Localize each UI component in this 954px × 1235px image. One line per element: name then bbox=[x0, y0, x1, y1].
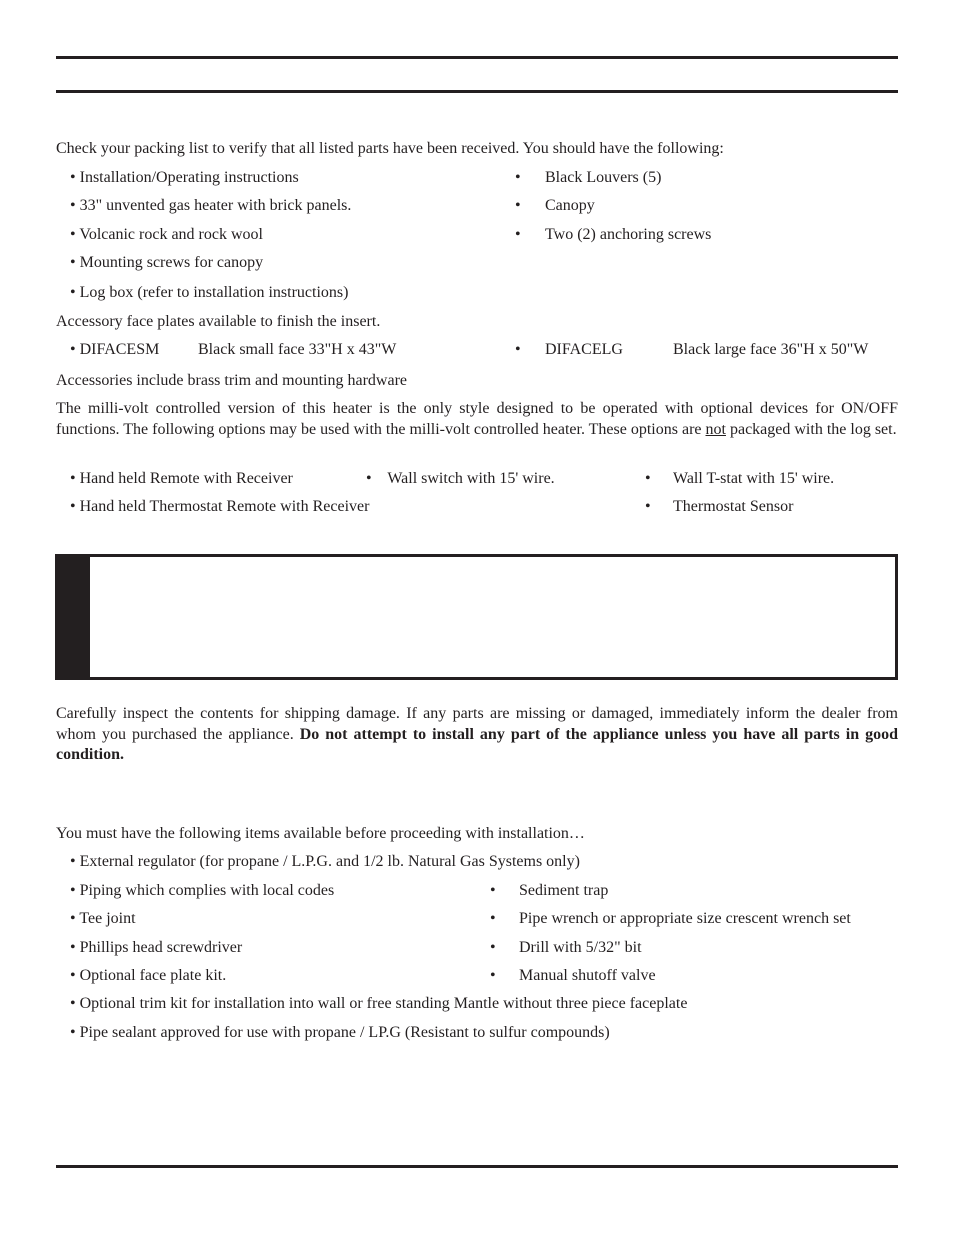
faceplate-code: DIFACELG bbox=[545, 341, 623, 358]
faceplate-desc: Black small face 33"H x 43"W bbox=[198, 341, 397, 358]
tools-intro: You must have the following items available before proceeding with installation… bbox=[56, 825, 585, 842]
faceplates-intro: Accessory face plates available to finish the insert. bbox=[56, 313, 381, 330]
tool-item: • Optional trim kit for installation into wall or free standing Mantle without three piece faceplate bbox=[70, 995, 688, 1012]
tool-item: • Piping which complies with local codes bbox=[70, 882, 335, 899]
list-item: Two (2) anchoring screws bbox=[545, 226, 712, 243]
list-bullet: • bbox=[515, 197, 521, 214]
tool-item: • External regulator (for propane / L.P.G. and 1/2 lb. Natural Gas Systems only) bbox=[70, 853, 580, 870]
warning-bar bbox=[58, 557, 90, 677]
inspect-paragraph: Carefully inspect the contents for shipping damage. If any parts are missing or damaged, immediately inform the dealer from whom you purchased the appliance. Do not attempt to install any part of the appliance unless you have all parts in good condition. bbox=[56, 705, 899, 763]
accessories-note: Accessories include brass trim and mounting hardware bbox=[56, 372, 408, 389]
tool-item: Manual shutoff valve bbox=[519, 967, 656, 984]
list-bullet: • bbox=[490, 910, 496, 927]
option-item: • Hand held Thermostat Remote with Receiver bbox=[70, 498, 370, 515]
list-item: Black Louvers (5) bbox=[545, 169, 662, 186]
tool-item: • Pipe sealant approved for use with propane / LP.G (Resistant to sulfur compounds) bbox=[70, 1024, 610, 1041]
option-item: • Wall switch with 15' wire. bbox=[366, 470, 555, 487]
list-item: • Installation/Operating instructions bbox=[70, 169, 299, 186]
tool-item: Pipe wrench or appropriate size crescent wrench set bbox=[519, 910, 851, 927]
list-bullet: • bbox=[490, 882, 496, 899]
list-item: Canopy bbox=[545, 197, 595, 214]
list-bullet: • bbox=[490, 967, 496, 984]
option-item: Thermostat Sensor bbox=[673, 498, 794, 515]
tool-item: Drill with 5/32" bit bbox=[519, 939, 642, 956]
tool-item: • Tee joint bbox=[70, 910, 136, 927]
warning-box bbox=[55, 554, 898, 680]
option-item: • Hand held Remote with Receiver bbox=[70, 470, 293, 487]
millivolt-paragraph: The milli-volt controlled version of this heater is the only style designed to be operated with optional devices for ON/OFF functions. The following options may be used with the milli-volt controlled heater. These options are not packaged with the log set. bbox=[56, 400, 898, 438]
tool-item: • Phillips head screwdriver bbox=[70, 939, 243, 956]
list-bullet: • bbox=[490, 939, 496, 956]
list-bullet: • bbox=[645, 470, 651, 487]
list-bullet: • bbox=[515, 169, 521, 186]
footer-rule bbox=[56, 1165, 898, 1168]
list-item: • Log box (refer to installation instructions) bbox=[70, 284, 349, 301]
list-item: • Mounting screws for canopy bbox=[70, 254, 264, 271]
faceplate-desc: Black large face 36"H x 50"W bbox=[673, 341, 869, 358]
list-item: • 33" unvented gas heater with brick panels. bbox=[70, 197, 352, 214]
list-bullet: • bbox=[515, 226, 521, 243]
header-rule-bottom bbox=[56, 90, 898, 93]
header-rule-top bbox=[56, 56, 898, 59]
tool-item: • Optional face plate kit. bbox=[70, 967, 227, 984]
list-bullet: • bbox=[515, 341, 521, 358]
faceplate-code: • DIFACESM bbox=[70, 341, 160, 358]
tool-item: Sediment trap bbox=[519, 882, 609, 899]
option-item: Wall T-stat with 15' wire. bbox=[673, 470, 835, 487]
list-bullet: • bbox=[645, 498, 651, 515]
list-item: • Volcanic rock and rock wool bbox=[70, 226, 263, 243]
packing-intro: Check your packing list to verify that all listed parts have been received. You should have the following: bbox=[56, 140, 724, 157]
